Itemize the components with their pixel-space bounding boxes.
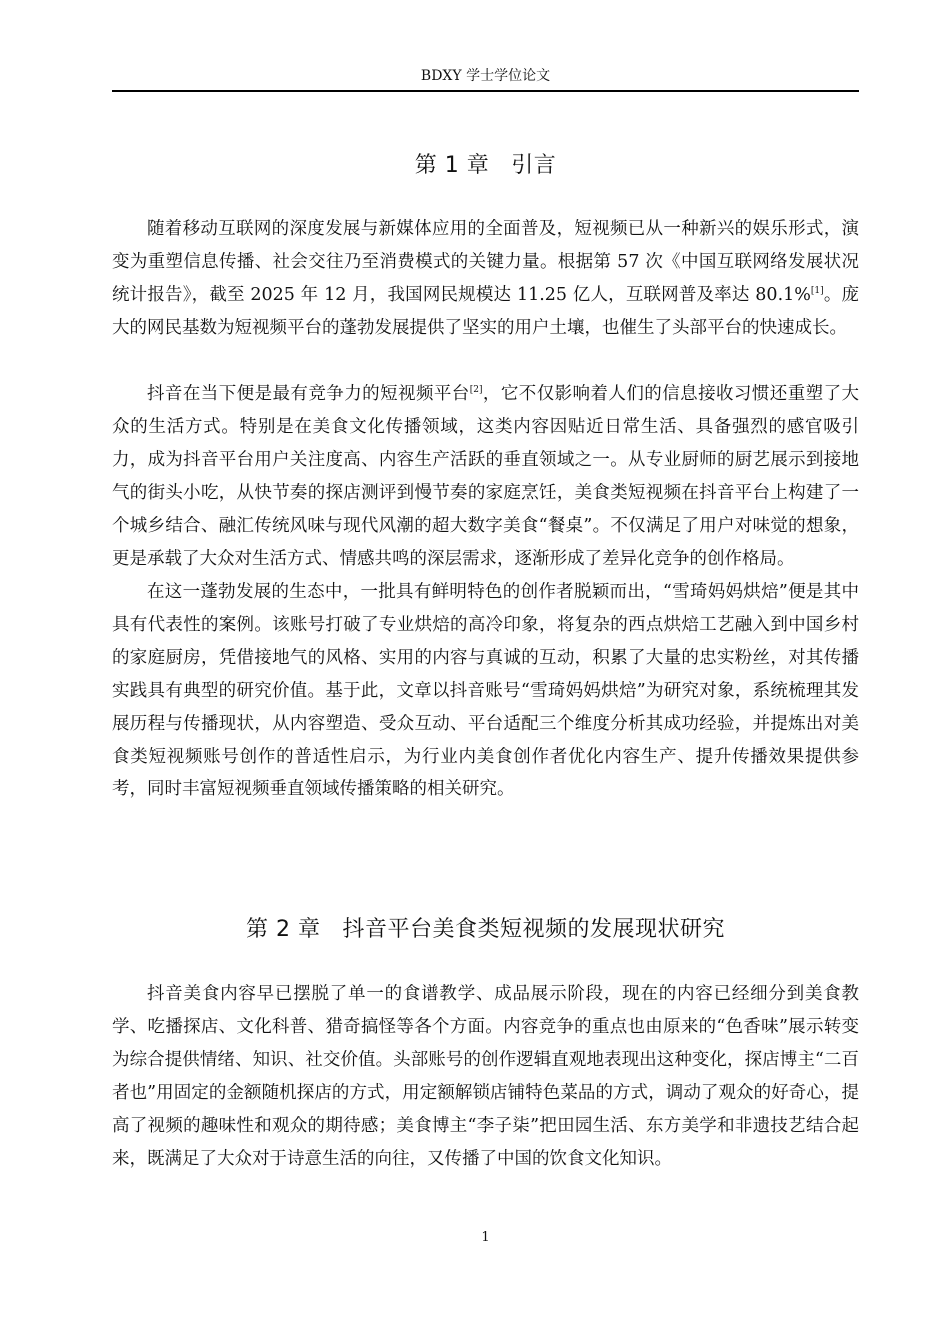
chapter-2-paragraph-1: 抖音美食内容早已摆脱了单一的食谱教学、成品展示阶段，现在的内容已经细分到美食教学、吃播探店、文化科普、猎奇搞怪等各个方面。内容竞争的重点也由原来的“色香味”展示转变为综合提供情绪、知识、社交价值。头部账号的创作逻辑直观地表现出这种变化，探店博主“二百者也”用固定的金额随机探店的方式，用定额解锁店铺特色菜品的方式，调动了观众的好奇心，提高了视频的趣味性和观众的期待感；美食博主“李子柒”把田园生活、东方美学和非遗技艺结合起来，既满足了大众对于诗意生活的向往，又传播了中国的饮食文化知识。 (112, 984, 859, 1169)
running-header: BDXY 学士学位论文 (112, 66, 859, 92)
paragraph-text: 随着移动互联网的深度发展与新媒体应用的全面普及，短视频已从一种新兴的娱乐形式，演变为重塑信息传播、社会交往乃至消费模式的关键力量。根据第 57 次《中国互联网络发展状况统计报告》，截至 2025 年 12 月，我国网民规模达 11.25 亿人，互联网普及率达 80.1% (112, 219, 859, 305)
citation-2[interactable]: [2] (469, 385, 483, 396)
chapter-2-heading (112, 912, 859, 943)
chapter-1-paragraph-1 (112, 213, 859, 345)
page-number: 1 (481, 1230, 490, 1245)
paragraph-text: 。庞大的网民基数为短视频平台的蓬勃发展提供了坚实的用户土壤，也催生了头部平台的快速成长。 (112, 284, 860, 338)
paragraph-text: ，它不仅影响着人们的信息接收习惯还重塑了大众的生活方式。特别是在美食文化传播领域，这类内容因贴近日常生活、具备强烈的感官吸引力，成为抖音平台用户关注度高、内容生产活跃的垂直领域之一。从专业厨师的厨艺展示到接地气的街头小吃，从快节奏的探店测评到慢节奏的家庭烹饪，美食类短视频在抖音平台上构建了一个城乡结合、融汇传统风味与现代风潮的超大数字美食“餐桌”。不仅满足了用户对味觉的想象，更是承载了大众对生活方式、情感共鸣的深层需求，逐渐形成了差异化竞争的创作格局。 (112, 384, 860, 569)
chapter-1-title: 引言 (511, 153, 557, 178)
chapter-1-number: 第 1 章 (414, 153, 490, 178)
chapter-1-paragraph-3: 在这一蓬勃发展的生态中，一批具有鲜明特色的创作者脱颖而出，“雪琦妈妈烘焙”便是其中具有代表性的案例。该账号打破了专业烘焙的高冷印象，将复杂的西点烘焙工艺融入到中国乡村的家庭厨房，凭借接地气的风格、实用的内容与真诚的互动，积累了大量的忠实粉丝，对其传播实践具有典型的研究价值。基于此，文章以抖音账号“雪琦妈妈烘焙”为研究对象，系统梳理其发展历程与传播现状，从内容塑造、受众互动、平台适配三个维度分析其成功经验，并提炼出对美食类短视频账号创作的普适性启示，为行业内美食创作者优化内容生产、提升传播效果提供参考，同时丰富短视频垂直领域传播策略的相关研究。 (112, 582, 859, 800)
chapter-2-title: 抖音平台美食类短视频的发展现状研究 (342, 917, 725, 942)
chapter-1-heading (112, 148, 859, 179)
chapter-2-number: 第 2 章 (246, 917, 321, 942)
citation-1[interactable]: [1] (810, 285, 824, 296)
paragraph-text: 抖音在当下便是最有竞争力的短视频平台 (147, 384, 470, 404)
chapter-1-paragraph-2 (112, 378, 859, 575)
